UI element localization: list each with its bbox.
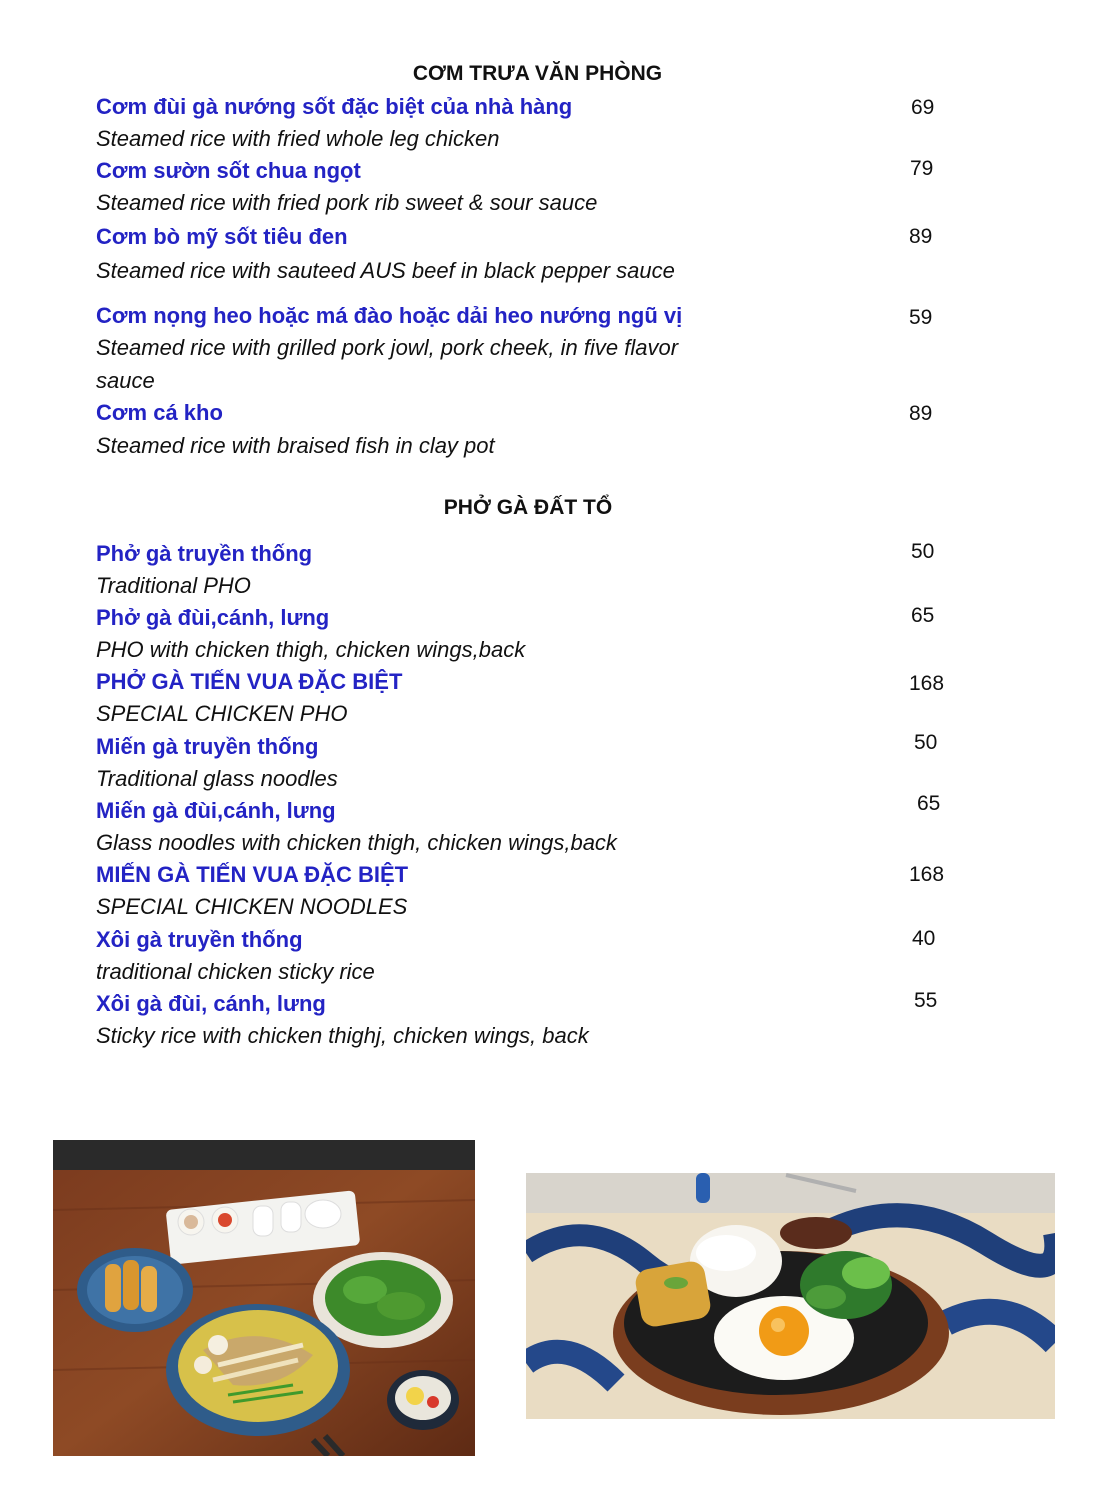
menu-item-price: 168 <box>909 672 945 695</box>
menu-item-desc: Steamed rice with grilled pork jowl, pork cheek, in five flavor sauce <box>96 335 679 393</box>
menu-item-name: Miến gà truyền thống <box>96 734 319 759</box>
menu-item-price: 59 <box>909 306 933 329</box>
menu-item-price: 65 <box>911 604 935 627</box>
menu-item-desc: Glass noodles with chicken thigh, chicken wings,back <box>96 830 617 855</box>
menu-item-name: Miến gà đùi,cánh, lưng <box>96 798 336 823</box>
menu-item-price: 50 <box>911 540 935 563</box>
menu-item-price: 89 <box>909 225 933 248</box>
com-dia-illustration <box>526 1173 1055 1419</box>
menu-item-name: MIẾN GÀ TIẾN VUA ĐẶC BIỆT <box>96 862 409 887</box>
menu-item-desc: Steamed rice with sauteed AUS beef in black pepper sauce <box>96 258 675 283</box>
menu-item-desc: SPECIAL CHICKEN NOODLES <box>96 894 408 919</box>
menu-item-price: 69 <box>911 96 935 119</box>
menu-item-name: Xôi gà truyền thống <box>96 927 303 952</box>
menu-item-name: Xôi gà đùi, cánh, lưng <box>96 991 326 1016</box>
menu-item-desc: PHO with chicken thigh, chicken wings,back <box>96 637 526 662</box>
section-title-pho-ga: PHỞ GÀ ĐẤT TỔ <box>443 496 613 519</box>
menu-item-price: 168 <box>909 863 945 886</box>
menu-item-desc: Traditional PHO <box>96 573 251 598</box>
menu-item-price: 79 <box>910 157 934 180</box>
menu-item-name: PHỞ GÀ TIẾN VUA ĐẶC BIỆT <box>96 669 403 694</box>
com-dia-photo <box>526 1173 1055 1419</box>
menu-item-desc: Steamed rice with fried whole leg chicken <box>96 126 500 151</box>
menu-item-price: 89 <box>909 402 933 425</box>
menu-item-price: 50 <box>914 731 938 754</box>
menu-item-desc: Sticky rice with chicken thighj, chicken wings, back <box>96 1023 589 1048</box>
menu-item-price: 65 <box>917 792 941 815</box>
menu-item-name: Cơm nọng heo hoặc má đào hoặc dải heo nướng ngũ vị <box>96 303 683 328</box>
menu-item-desc: Traditional glass noodles <box>96 766 338 791</box>
section-title-com-trua: CƠM TRƯA VĂN PHÒNG <box>412 62 663 85</box>
menu-item-name: Phở gà đùi,cánh, lưng <box>96 605 330 630</box>
menu-item-price: 40 <box>912 927 936 950</box>
menu-item-desc: Steamed rice with braised fish in clay pot <box>96 433 495 458</box>
menu-item-name: Cơm cá kho <box>96 400 223 425</box>
menu-item-name: Cơm bò mỹ sốt tiêu đen <box>96 224 348 249</box>
menu-item-name: Phở gà truyền thống <box>96 541 313 566</box>
menu-item-desc: SPECIAL CHICKEN PHO <box>96 701 348 726</box>
menu-item-name: Cơm đùi gà nướng sốt đặc biệt của nhà hàng <box>96 94 573 119</box>
menu-item-price: 55 <box>914 989 938 1012</box>
pho-ga-illustration <box>53 1140 475 1456</box>
menu-item-desc: traditional chicken sticky rice <box>96 959 375 984</box>
menu-item-desc: Steamed rice with fried pork rib sweet & sour sauce <box>96 190 598 215</box>
menu-item-name: Cơm sườn sốt chua ngọt <box>96 158 361 183</box>
pho-ga-photo <box>53 1140 475 1456</box>
